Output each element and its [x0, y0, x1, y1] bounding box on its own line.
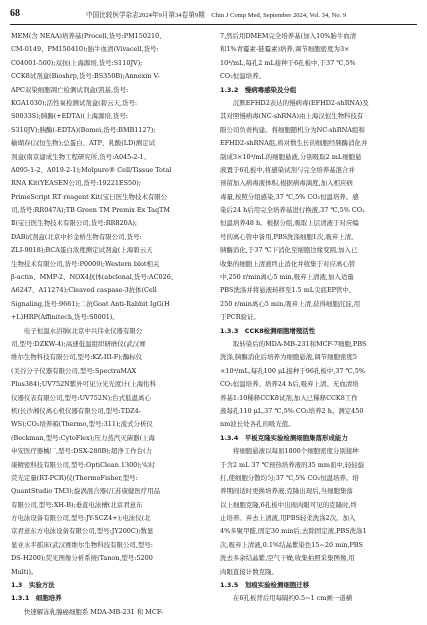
text-line: 司,型号:DZKW-4);高速低温组织研磨仪(武汉赛	[11, 339, 146, 348]
text-line: 限公司负责构建。将细胞随机分为NC-shRNA组和	[220, 125, 365, 134]
text-line: +L)HRP(Affinitech,货号:S0001)。	[11, 313, 119, 322]
text-line: 7,然后用DMEM完全培养基(加入10%胎牛血清	[220, 32, 357, 40]
text-line: 洗涤,胰酶消化后培养为细胞悬液,调节细胞密度5	[220, 353, 357, 362]
text-line: 4%多聚甲醛,固定30 min后,去除固定液,PBS洗涤1	[220, 527, 367, 536]
page-header	[0, 0, 427, 28]
text-line: (Beckman,型号:CytoFlex);压力蒸汽灭菌器(上海	[11, 433, 155, 442]
text-line: 在6孔板背后用每隔约0.5~1 cm画一道横	[220, 594, 353, 603]
text-line: 制成3×10⁴/mL的细胞悬液,分别吸取2 mL细胞悬	[220, 152, 362, 161]
text-line: DS-H200);荧光图像分析系统(Tanon,型号:5200	[11, 554, 153, 563]
text-line: CM-0149、PM150410);胎牛血清(Vivacell,货号:	[11, 45, 159, 54]
text-line: 于含2 mL 37 ℃预热培养液的35 mm皿中,轻轻旋	[220, 460, 365, 469]
text-line: 将细胞悬液以每皿1800个细胞密度分别接种	[220, 447, 359, 456]
text-line: 榆瑚春(汉恒生物);总蛋白、ATP、乳酸(LD)测定试	[11, 139, 156, 148]
text-line: MEM(含 NEAA)培养基(Procell,货号:PM150210、	[11, 32, 166, 40]
text-line: S0033S);胰酶(+EDTA)(上海源培,货号:	[11, 112, 128, 121]
text-line: Signaling,货号:9661);二抗Goat Anti-Rabbit IgG(H	[11, 299, 170, 308]
text-line: Multi)。	[11, 567, 38, 576]
text-line: 收集的细胞上清液终止消化并收集于对应离心管	[220, 259, 356, 268]
text-line: Ⅱ(宝日医生物技术有限公司,货号:RR820A);	[11, 219, 138, 228]
text-line: 中,250 r/min离心5 min,吸弃上清液,加入适量	[220, 273, 354, 282]
text-line: 打,使细胞分散均匀;37 ℃,5% CO₂恒温培养。培	[220, 473, 359, 482]
text-line: 仪器仪表有限公司,型号:UV752N);台式低温离心	[11, 393, 151, 402]
text-line: ×10⁴/mL,每孔100 μL接种于96孔板中,37 ℃,5%	[220, 366, 365, 375]
text-line: 和1%青霉素-链霉素)培养,调节细胞密度为3×	[220, 45, 350, 54]
text-line: CO₂恒温培养。	[220, 72, 265, 81]
text-line: (美谷分子仪器有限公司,型号:SpectraMAX	[11, 366, 137, 375]
text-line: 司,货号:RR047A);TB Green TM Premix Ex TaqTM	[11, 206, 170, 215]
text-line: 养基1:10稀释CCK8试剂,加入已稀释CCK8工作	[220, 393, 358, 402]
text-line: APC双染细胞凋亡检测试剂盒(凯基,货号:	[11, 85, 129, 94]
text-line: C04001-500);双抗(上海源培,货号:S110JV);	[11, 58, 143, 67]
text-line: KGA1030);活性氧检测试剂盒(碧云天,货号:	[11, 98, 138, 107]
text-line: QuantStudio TM3);旋涡混合器(江苏康健医疗用品	[11, 487, 161, 496]
text-line: CO₂恒温培养。培养24 h后,吸弃上清。无血清培	[220, 380, 359, 389]
text-line: 方电泳设备有限公司,型号:JY-SCZ4+);电泳仪(北	[11, 514, 151, 523]
text-line: A095-1-2、A019-2-1);Molpure® Cell/Tissue Total	[11, 165, 172, 174]
right-text-column	[220, 30, 418, 606]
text-line: 号的离心管中备用,PBS洗涤细胞1次,吸弃上清。	[220, 232, 358, 241]
text-line: 预留加入病毒液体积,根据病毒滴度,加入相应病	[220, 179, 353, 188]
text-line: 1.3.5 划痕实验检测细胞迁移	[220, 581, 310, 590]
text-line: 剂盒(南京建成生物工程研究所,货号:A045-2-1、	[11, 152, 151, 161]
text-line: 电子恒温水浴锅(北京中兴伟业仪器有限公	[11, 326, 143, 335]
text-line: 机(长沙湘仪离心机仪器有限公司,型号:TDZ4-	[11, 406, 141, 415]
text-line: 1.3.3 CCK8检测细胞增殖活性	[220, 326, 316, 335]
text-line: 养期间适时更换培养液,克隆出现后,当细胞集落	[220, 487, 353, 496]
text-line: 液置于6孔板中,将感染试剂与完全培养基混合并	[220, 165, 355, 174]
text-line: 1.3.2 慢病毒感染及分组	[220, 85, 297, 94]
text-line: 洗去多余结晶紫,空气干燥,收集拍照采集图像,用	[220, 554, 355, 563]
text-line: RNA Kit(YEASEN公司,货号:19221ES50);	[11, 179, 141, 188]
text-line: 取转染后的MDA-MB-231和MCF-7细胞,PBS	[220, 339, 367, 348]
text-line: 康精密科技有限公司,型号:OptiClean 1300);实时	[11, 460, 155, 469]
text-line: 快速解冻乳腺癌细胞系 MDA-MB-231 和 MCF-	[11, 607, 164, 616]
text-line: 荧光定量(RT-PCR)仪(ThermoFisher,型号:	[11, 473, 138, 482]
text-line: 毒量,按照分组感染,37 ℃,5% CO₂恒温培养。感	[220, 192, 359, 201]
text-line: 胰酶消化,于37 ℃下消化至细胞边缘变圆,加入已	[220, 246, 358, 255]
text-line: PrimeScript RT reagent Kit(宝日医生物技术有限公	[11, 192, 168, 201]
text-line: 申安医疗器械厂,型号:DSX-280B);超净工作台(力	[11, 447, 153, 456]
text-line: 维尔生物科技有限公司,型号:KZ-III-F);酶标仪	[11, 353, 143, 362]
text-line: WS);CO₂培养箱(Thermo,型号:311);流式分析仪	[11, 420, 153, 429]
text-line: Plus384);UV752N紫外可见分光光度计(上海佑科	[11, 380, 157, 389]
text-line: PBS洗涤并将悬液转移至1.5 mL尖底EP管中,	[220, 286, 351, 295]
text-line: 沉默EFHD2表达的慢病毒(EFHD2-shRNA)及	[220, 98, 369, 107]
text-line: A6247、A11274);Cleaved caspase-3抗体(Cell	[11, 286, 157, 295]
text-line: EFHD2-shRNA组,将对数生长的细胞经胰酶消化并	[220, 139, 368, 148]
text-line: 京君意东方电泳设备有限公司,型号:JY200C);数显	[11, 527, 154, 536]
text-line: 1.3.4 平板克隆实验检测细胞集落形成能力	[220, 433, 348, 442]
text-line: 止培养。弃去上清液,用PBS轻柔洗涤2次。加入	[220, 514, 356, 523]
text-line: nm波长处各孔的吸光值。	[220, 420, 295, 429]
text-line: 次,吸弃上清液,0.1%结晶紫染色15~20 min,PBS	[220, 540, 363, 549]
text-line: 250 r/min离心5 min,吸弃上清,获得细胞沉淀,用	[220, 299, 361, 308]
text-line: 生物技术有限公司,货号:P0009);Western blot相关	[11, 259, 160, 268]
text-line: 肉眼直接计数克隆。	[220, 567, 278, 576]
text-line: 于PCR验证。	[220, 313, 260, 322]
header-rule	[10, 24, 417, 25]
text-line: 染后24 h后用完全培养基进行换液,37 ℃,5% CO₂	[220, 206, 365, 215]
text-line: 10⁴/mL,每孔2 mL接种于6孔板中,于37 ℃,5%	[220, 58, 356, 67]
text-line: 以上细胞克隆,6孔板中出现肉眼可见的克隆时,终	[220, 500, 357, 509]
text-line: S310JV);胰酶(-EDTA)(Bomei,货号:BMB1127);	[11, 125, 156, 134]
text-line: 显业水平摇床(武汉赛维尔生物科技有限公司,型号:	[11, 540, 153, 549]
text-line: DAB试剂盒(北京中杉金桥生物有限公司,货号:	[11, 232, 142, 241]
journal-running-title: 中国比较医学杂志2024年9月第34卷第9期 Chin J Comp Med, September 2024, Vol. 34, No. 9	[86, 12, 347, 19]
text-line: 恒温培养48 h。根据分组,吸取上层清液于对应编	[220, 219, 359, 228]
text-line: 1.3.1 细胞培养	[11, 594, 62, 603]
left-text-column	[11, 30, 209, 619]
text-line: CCK8试剂盒(Bioshrp,货号:BS350B);Annexin V-	[11, 72, 160, 81]
text-line: 有限公司,型号:XH-B);垂直电泳槽(北京君意东	[11, 500, 143, 509]
text-line: 1.3 实验方法	[11, 581, 55, 590]
text-line: 其对照慢病毒(NC-shRNA)由上海汉恒生物科技有	[220, 112, 364, 121]
text-line: β-actin、MMP-2、NOX4抗体(abclonal,货号:AC026、	[11, 273, 178, 282]
text-line: 液每孔110 μL,37 ℃,5% CO₂培养2 h。测定450	[220, 406, 364, 415]
page-number: 68	[10, 8, 20, 19]
text-line: ZLI-9018);BCA蛋白浓度测定试剂盒(上海碧云天	[11, 246, 153, 255]
